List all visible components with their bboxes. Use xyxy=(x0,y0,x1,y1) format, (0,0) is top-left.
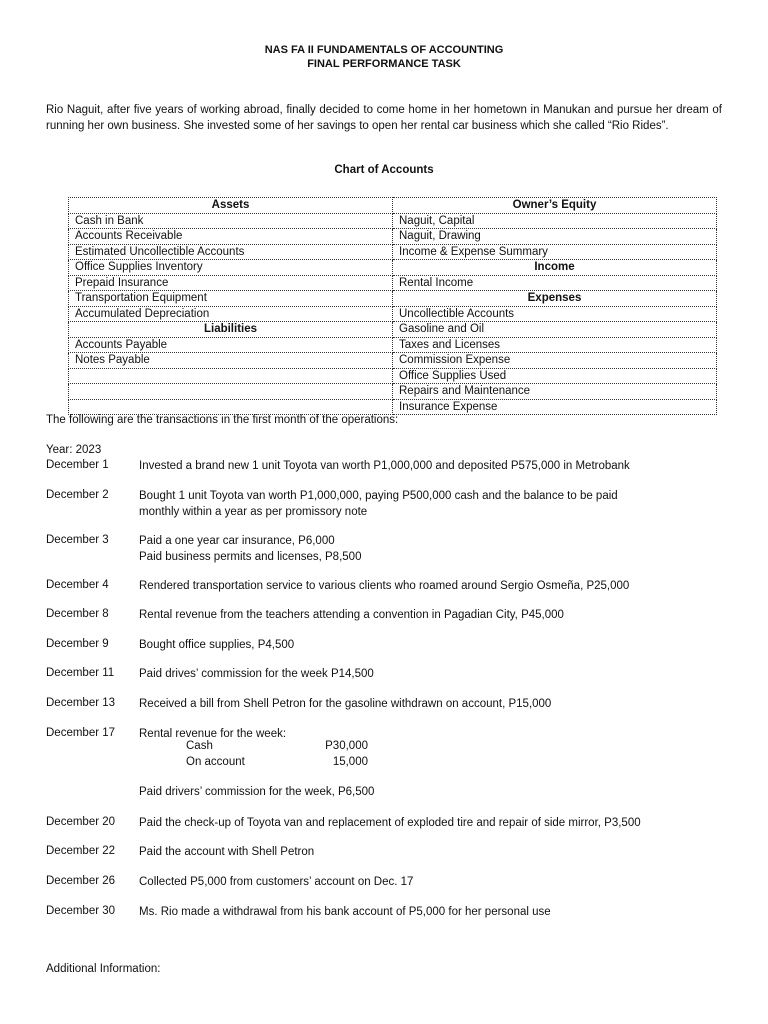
coa-account-name: Uncollectible Accounts xyxy=(393,306,717,322)
chart-of-accounts-table xyxy=(68,197,717,415)
coa-section-heading: Liabilities xyxy=(69,322,393,338)
coa-account-name: Naguit, Drawing xyxy=(393,229,717,245)
coa-row xyxy=(69,198,717,214)
coa-row xyxy=(69,229,717,245)
coa-row xyxy=(69,213,717,229)
dec17-account-amount: 15,000 xyxy=(332,756,368,768)
coa-row xyxy=(69,384,717,400)
coa-account-name: Accounts Receivable xyxy=(69,229,393,245)
coa-account-name: Rental Income xyxy=(393,275,717,291)
chart-of-accounts-title: Chart of Accounts xyxy=(334,164,434,176)
coa-account-name: Office Supplies Inventory xyxy=(69,260,393,276)
transaction-description: Rental revenue for the week: xyxy=(139,728,287,740)
transaction-description: Paid business permits and licenses, P8,500 xyxy=(139,550,362,563)
transaction-date: December 2 xyxy=(46,489,109,501)
coa-row xyxy=(69,368,717,384)
transaction-date: December 1 xyxy=(46,459,109,471)
coa-account-name xyxy=(69,368,393,384)
transaction-date: December 13 xyxy=(46,697,116,709)
coa-section-heading: Assets xyxy=(69,198,393,214)
coa-row xyxy=(69,260,717,276)
transaction-description: Invested a brand new 1 unit Toyota van worth P1,000,000 and deposited P575,000 in Metrobank xyxy=(139,460,630,472)
dec17-account-label: On account xyxy=(186,756,245,768)
coa-account-name: Income & Expense Summary xyxy=(393,244,717,260)
coa-account-name xyxy=(69,399,393,415)
transaction-date: December 4 xyxy=(46,579,109,591)
transaction-description: Paid a one year car insurance, P6,000 xyxy=(139,535,335,547)
transaction-description: Bought 1 unit Toyota van worth P1,000,000, paying P500,000 cash and the balance to be paid xyxy=(139,490,618,502)
dec17-cash-amount: P30,000 xyxy=(325,740,368,752)
coa-account-name: Transportation Equipment xyxy=(69,291,393,307)
transaction-date: December 26 xyxy=(46,875,116,887)
transaction-date: December 3 xyxy=(46,534,109,546)
coa-account-name: Accumulated Depreciation xyxy=(69,306,393,322)
year-label: Year: 2023 xyxy=(46,444,102,456)
coa-account-name: Estimated Uncollectible Accounts xyxy=(69,244,393,260)
coa-row xyxy=(69,306,717,322)
transaction-description: Rendered transportation service to various clients who roamed around Sergio Osmeña, P25,000 xyxy=(139,580,630,592)
coa-account-name: Notes Payable xyxy=(69,353,393,369)
coa-account-name: Gasoline and Oil xyxy=(393,322,717,338)
transaction-date: December 11 xyxy=(46,667,115,679)
doc-title-line1: NAS FA II FUNDAMENTALS OF ACCOUNTING xyxy=(264,44,504,56)
doc-title-line2: FINAL PERFORMANCE TASK xyxy=(307,58,461,70)
coa-section-heading: Owner’s Equity xyxy=(393,198,717,214)
coa-row xyxy=(69,244,717,260)
intro-paragraph: Rio Naguit, after five years of working abroad, finally decided to come home in her hometown in Manukan and pursue her dream of running her own business. She invested some of her savings to open her rental car business which she called “Rio Rides”. xyxy=(46,104,722,132)
coa-row xyxy=(69,337,717,353)
coa-account-name: Commission Expense xyxy=(393,353,717,369)
additional-info-label: Additional Information: xyxy=(46,963,161,975)
coa-account-name: Accounts Payable xyxy=(69,337,393,353)
transaction-date: December 17 xyxy=(46,727,116,739)
transaction-date: December 30 xyxy=(46,905,116,917)
transaction-description: Paid drives’ commission for the week P14,500 xyxy=(139,668,374,680)
coa-account-name: Taxes and Licenses xyxy=(393,337,717,353)
coa-account-name: Repairs and Maintenance xyxy=(393,384,717,400)
transaction-date: December 22 xyxy=(46,845,116,857)
transaction-description: Rental revenue from the teachers attending a convention in Pagadian City, P45,000 xyxy=(139,609,564,621)
coa-section-heading: Income xyxy=(393,260,717,276)
coa-row xyxy=(69,275,717,291)
transaction-date: December 9 xyxy=(46,638,109,650)
transaction-description: Paid the check-up of Toyota van and replacement of exploded tire and repair of side mirror, P3,500 xyxy=(139,817,641,829)
transactions-intro: The following are the transactions in the first month of the operations: xyxy=(46,414,399,426)
dec17-cash-label: Cash xyxy=(186,740,213,752)
coa-account-name: Prepaid Insurance xyxy=(69,275,393,291)
coa-account-name xyxy=(69,384,393,400)
coa-account-name: Office Supplies Used xyxy=(393,368,717,384)
transaction-date: December 8 xyxy=(46,608,109,620)
coa-row xyxy=(69,399,717,415)
coa-row xyxy=(69,353,717,369)
coa-account-name: Naguit, Capital xyxy=(393,213,717,229)
transaction-description: Received a bill from Shell Petron for the gasoline withdrawn on account, P15,000 xyxy=(139,698,552,710)
transaction-description: monthly within a year as per promissory note xyxy=(139,505,368,518)
transaction-date: December 20 xyxy=(46,816,116,828)
transaction-description: Ms. Rio made a withdrawal from his bank account of P5,000 for her personal use xyxy=(139,906,551,918)
transaction-description: Collected P5,000 from customers’ account on Dec. 17 xyxy=(139,876,414,888)
coa-row xyxy=(69,322,717,338)
coa-account-name: Cash in Bank xyxy=(69,213,393,229)
coa-row xyxy=(69,291,717,307)
coa-account-name: Insurance Expense xyxy=(393,399,717,415)
transaction-description: Bought office supplies, P4,500 xyxy=(139,639,295,651)
dec17-commission: Paid drivers’ commission for the week, P6,500 xyxy=(139,786,375,798)
transaction-description: Paid the account with Shell Petron xyxy=(139,846,315,858)
coa-section-heading: Expenses xyxy=(393,291,717,307)
